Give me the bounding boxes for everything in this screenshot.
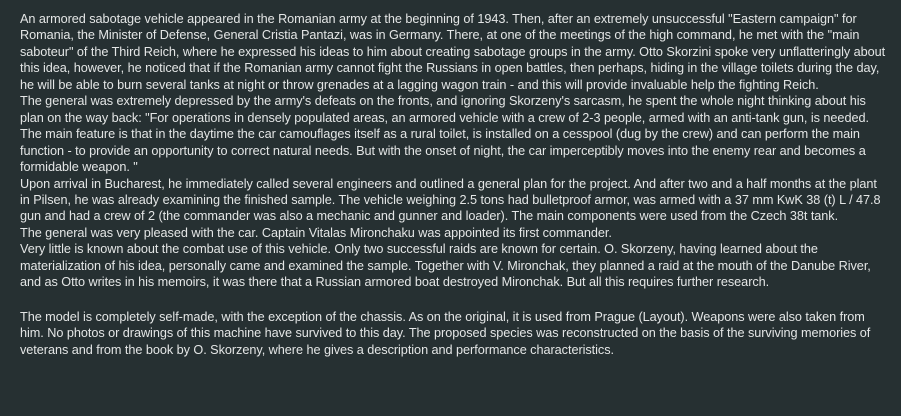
paragraph-model-notes: The model is completely self-made, with the exception of the chassis. As on the original, it is used from Prague (Layout). Weapons were also taken from him. No photos or drawings of this machine have survived to this day. The proposed species was reconstructed on the basis of the surviving memories of veterans and from the book by O. Skorzeny, where he gives a description and performance characteristics. <box>20 309 871 357</box>
paragraph-combat-use: Very little is known about the combat use of this vehicle. Only two successful raids are known for certain. O. Skorzeny, having learned about the materialization of his idea, personally came and examined the sample. Together with V. Mironchak, they planned a raid at the mouth of the Danube River, and as Otto writes in his memoirs, it was there that a Russian armored boat destroyed Mironchak. But all this requires further research. <box>20 242 871 290</box>
paragraph-construction: Upon arrival in Bucharest, he immediately called several engineers and outlined a general plan for the project. And after two and a half months at the plant in Pilsen, he was already examining the finished sample. The vehicle weighing 2.5 tons had bulletproof armor, was armed with a 37 mm KwK 38 (t) L / 47.8 gun and had a crew of 2 (the commander was also a mechanic and gunner and loader). The main components were used from the Czech 38t tank. <box>20 176 881 224</box>
paragraph-origin: An armored sabotage vehicle appeared in the Romanian army at the beginning of 1943. Then, after an extremely unsuccessful "Eastern campaign" for Romania, the Minister of Defense, General Cristia Pantazi, was in Germany. There, at one of the meetings of the high command, he met with the "main saboteur" of the Third Reich, where he expressed his ideas to him about creating sabotage groups in the army. Otto Skorzini spoke very unflatteringly about this idea, however, he noticed that if the Romanian army cannot fight the Russians in open battles, then perhaps, hiding in the village toilets during the day, he will be able to burn several tanks at night or throw grenades at a lagging wagon train - and this will provide invaluable help the fighting Reich. <box>20 12 886 92</box>
paragraph-plan: The general was extremely depressed by the army's defeats on the fronts, and ignoring Skorzeny's sarcasm, he spent the whole night thinking about his plan on the way back: "For operations in densely populated areas, an armored vehicle with a crew of 2-3 people, armed with an anti-tank gun, is needed. The main feature is that in the daytime the car camouflages itself as a rural toilet, is installed on a cesspool (dug by the crew) and can perform the main function - to provide an opportunity to correct natural needs. But with the onset of night, the car imperceptibly moves into the enemy rear and becomes a formidable weapon. " <box>20 94 869 175</box>
paragraph-commander: The general was very pleased with the car. Captain Vitalas Mironchaku was appointed its first commander. <box>20 225 612 240</box>
